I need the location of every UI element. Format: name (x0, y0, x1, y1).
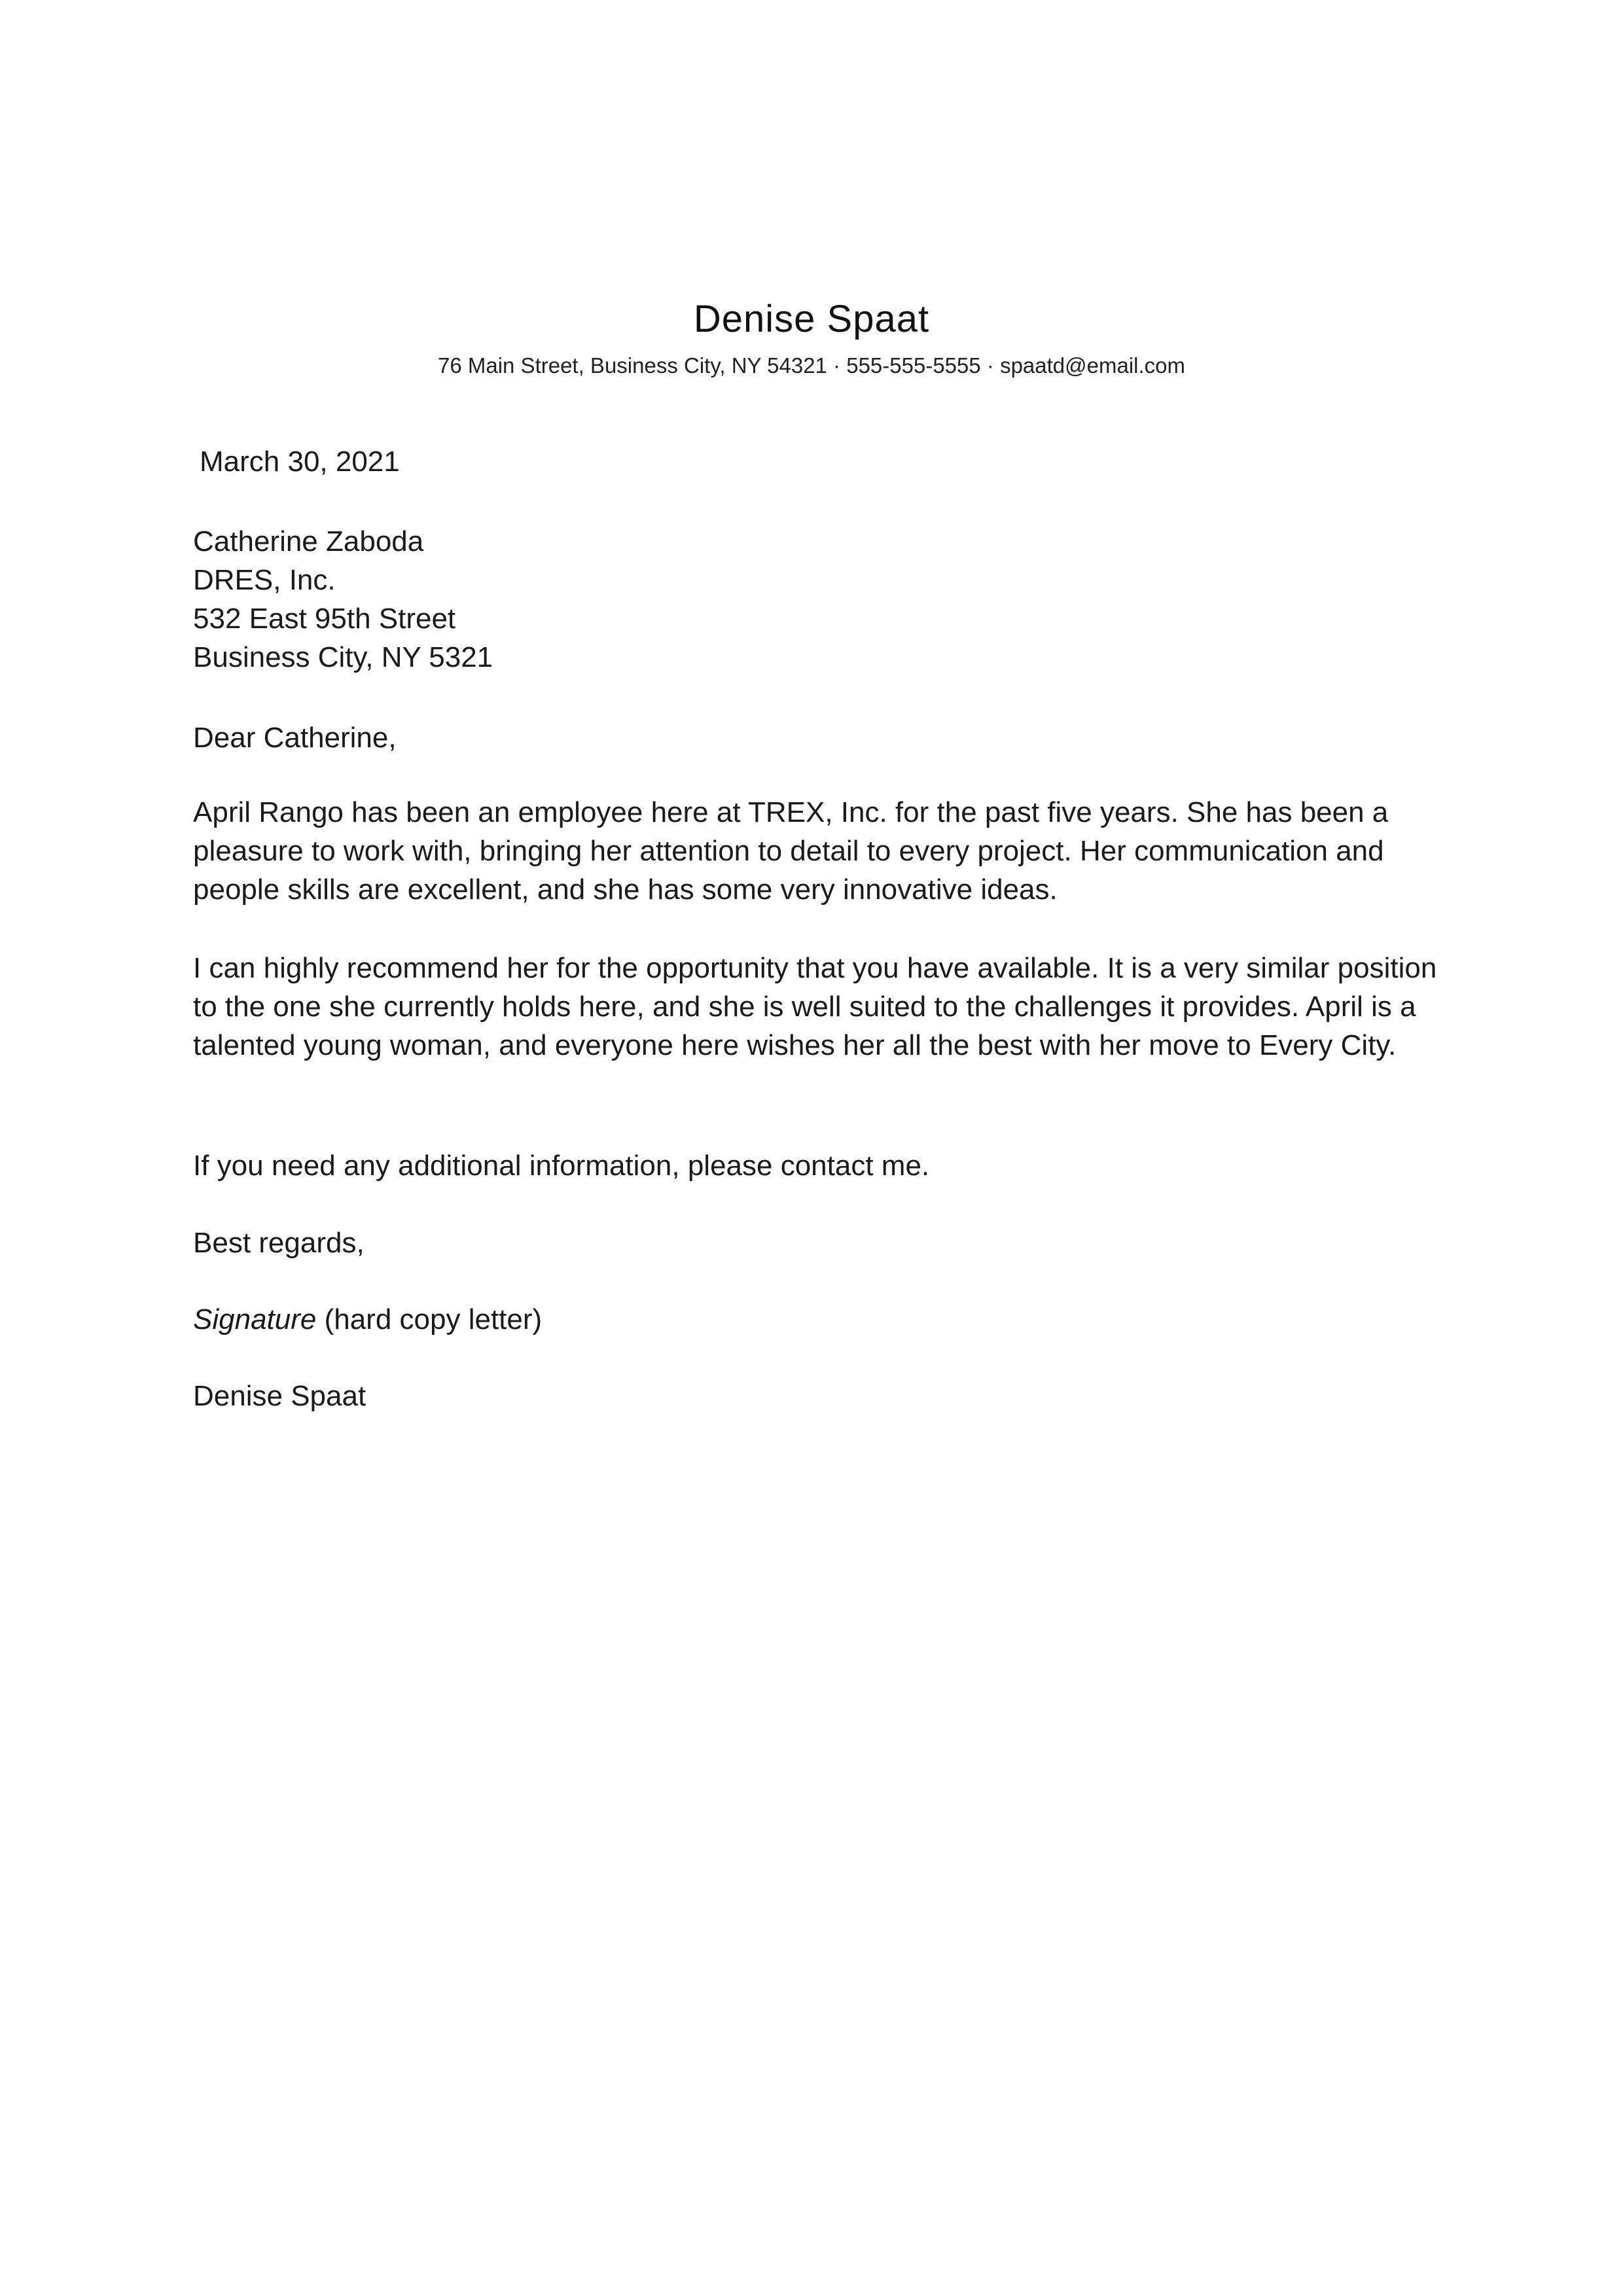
signer-name: Denise Spaat (193, 1380, 366, 1412)
signature-note: (hard copy letter) (316, 1303, 543, 1335)
body-paragraph-1 (193, 793, 1463, 909)
signature-label: Signature (193, 1303, 317, 1335)
body-paragraph-2 (193, 949, 1463, 1065)
recipient-city: Business City, NY 5321 (193, 641, 493, 673)
paragraph-text: I can highly recommend her for the opportunity that you have available. It is a very similar position to the one she currently holds here, and she is well suited to the challenges it provides. April is a talented young woman, and everyone here wishes her all the best with her move to Every City. (193, 952, 1437, 1061)
body-paragraph-3 (193, 1146, 1463, 1185)
recipient-company: DRES, Inc. (193, 564, 336, 596)
letter-date: March 30, 2021 (200, 446, 400, 478)
salutation: Dear Catherine, (193, 722, 397, 754)
recipient-address (193, 522, 1463, 677)
paragraph-text: If you need any additional information, please contact me. (193, 1150, 930, 1182)
sender-contact: 76 Main Street, Business City, NY 54321 · 555-555-5555 · spaatd@email.com (437, 353, 1186, 378)
sender-name: Denise Spaat (693, 298, 930, 340)
letterhead (0, 293, 1623, 382)
recipient-street: 532 East 95th Street (193, 603, 456, 635)
signature-line (193, 1300, 1463, 1339)
paragraph-text: April Rango has been an employee here at TREX, Inc. for the past five years. She has been a pleasure to work with, bringing her attention to detail to every project. Her communication and people skills are excellent, and she has some very innovative ideas. (193, 796, 1389, 906)
closing: Best regards, (193, 1227, 365, 1259)
recipient-name: Catherine Zaboda (193, 525, 424, 557)
